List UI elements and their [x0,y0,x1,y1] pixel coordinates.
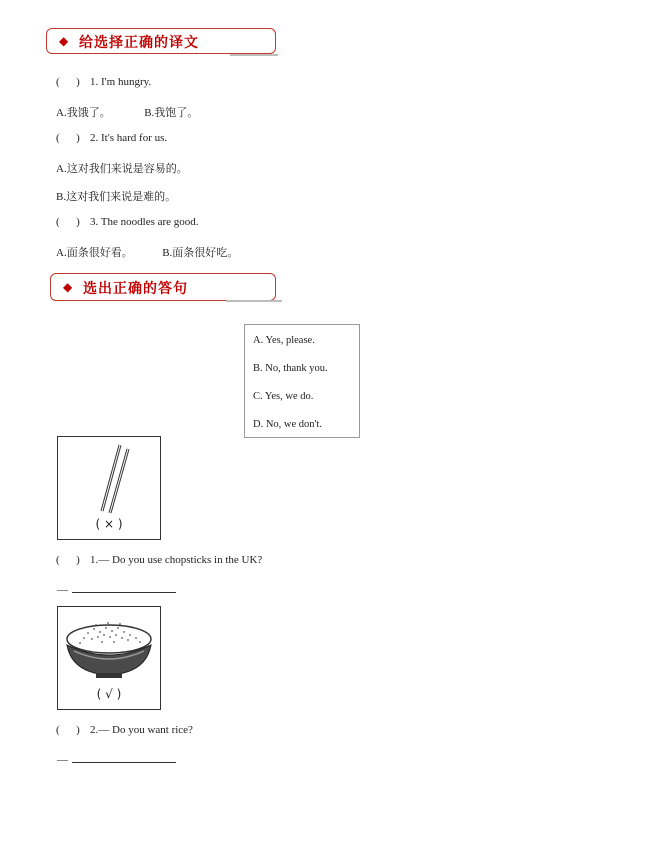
option-b: B.面条很好吃。 [162,247,239,259]
diamond-icon: ◆ [63,280,73,294]
rice-bowl-picture [57,606,161,710]
question-2-2: ( ) 2.— Do you want rice? [56,724,193,736]
option-a: A.我饿了。 [56,107,111,119]
question-2-text: 2. It's hard for us. [90,132,168,144]
option-a: A.面条很好看。 [56,247,133,259]
section-header-2 [50,273,276,301]
answer-options-box [244,324,360,438]
question-2-2-text: 2.— Do you want rice? [90,724,193,736]
question-2-1: ( ) 1.— Do you use chopsticks in the UK? [56,554,263,566]
question-3-options [56,244,238,260]
answer-option-b: B. No, thank you. [253,363,328,374]
header-underline-2 [226,300,282,302]
header-underline-1 [230,54,278,56]
chopsticks-icon [58,441,160,521]
rice-bowl-icon [58,611,160,687]
question-1: ( ) 1. I'm hungry. [56,76,152,88]
answer-option-d: D. No, we don't. [253,419,322,430]
section-title-2: 选出正确的答句 [83,281,188,297]
option-b: B.我饱了。 [144,107,199,119]
answer-option-c: C. Yes, we do. [253,391,314,402]
answer-blank-1[interactable]: — [57,584,176,596]
question-2-1-text: 1.— Do you use chopsticks in the UK? [90,554,263,566]
mark-check: ( √ ) [96,687,122,701]
answer-blank-2[interactable]: — [57,754,176,766]
question-3: ( ) 3. The noodles are good. [56,216,199,228]
question-2-option-b: B.这对我们来说是难的。 [56,191,177,203]
section-header-1 [46,28,276,54]
mark-cross: ( × ) [95,517,123,531]
question-2-option-a: A.这对我们来说是容易的。 [56,163,188,175]
question-1-options [56,104,198,120]
answer-option-a: A. Yes, please. [253,335,315,346]
question-2: ( ) 2. It's hard for us. [56,132,168,144]
chopsticks-picture [57,436,161,540]
question-1-text: 1. I'm hungry. [90,76,152,88]
question-3-text: 3. The noodles are good. [90,216,199,228]
diamond-icon: ◆ [59,34,69,48]
section-title-1: 给选择正确的译文 [79,35,199,51]
